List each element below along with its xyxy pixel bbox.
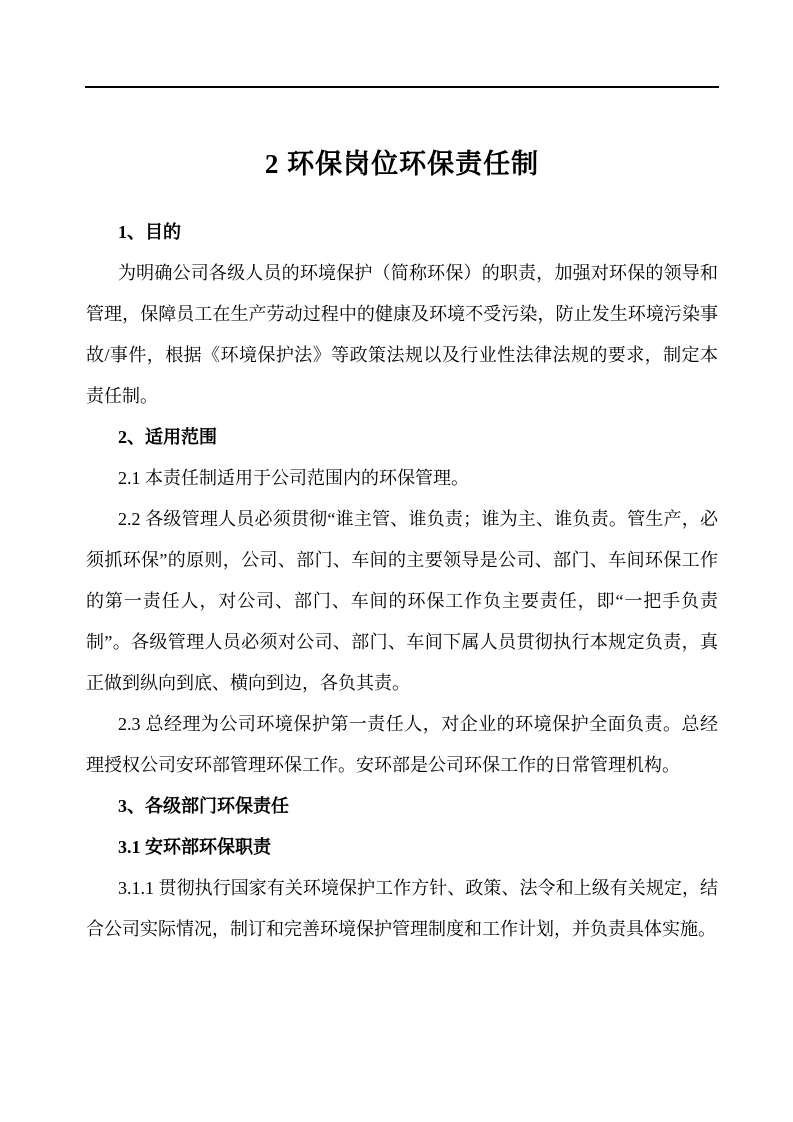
- paragraph-scope-2-1: 2.1 本责任制适用于公司范围内的环保管理。: [118, 468, 469, 488]
- paragraph-duty-3-1-1: 3.1.1 贯彻执行国家有关环境保护工作方针、政策、法令和上级有关规定，结合公司实际情况，制订和完善环境保护管理制度和工作计划，并负责具体实施。: [86, 878, 718, 939]
- document-title: 2 环保岗位环保责任制: [264, 149, 540, 179]
- paragraph-purpose: 为明确公司各级人员的环境保护（简称环保）的职责，加强对环保的领导和管理，保障员工在生产劳动过程中的健康及环境不受污染，防止发生环境污染事故/事件，根据《环境保护法》等政策法规以及行业性法律法规的要求，制定本责任制。: [86, 263, 718, 406]
- section-heading-department-responsibility: 3、各级部门环保责任: [118, 796, 289, 816]
- section-heading-purpose: 1、目的: [118, 222, 181, 242]
- document-content: [86, 88, 718, 950]
- section-heading-safety-env-dept-duty: 3.1 安环部环保职责: [118, 837, 271, 857]
- paragraph-scope-2-3: 2.3 总经理为公司环境保护第一责任人，对企业的环境保护全面负责。总经理授权公司安环部管理环保工作。安环部是公司环保工作的日常管理机构。: [86, 714, 718, 775]
- section-heading-scope: 2、适用范围: [118, 427, 217, 447]
- paragraph-scope-2-2: 2.2 各级管理人员必须贯彻“谁主管、谁负责；谁为主、谁负责。管生产，必须抓环保”的原则，公司、部门、车间的主要领导是公司、部门、车间环保工作的第一责任人，对公司、部门、车间的环保工作负主要责任，即“一把手负责制”。各级管理人员必须对公司、部门、车间下属人员贯彻执行本规定负责，真正做到纵向到底、横向到边，各负其责。: [86, 509, 718, 693]
- document-body: [86, 212, 718, 950]
